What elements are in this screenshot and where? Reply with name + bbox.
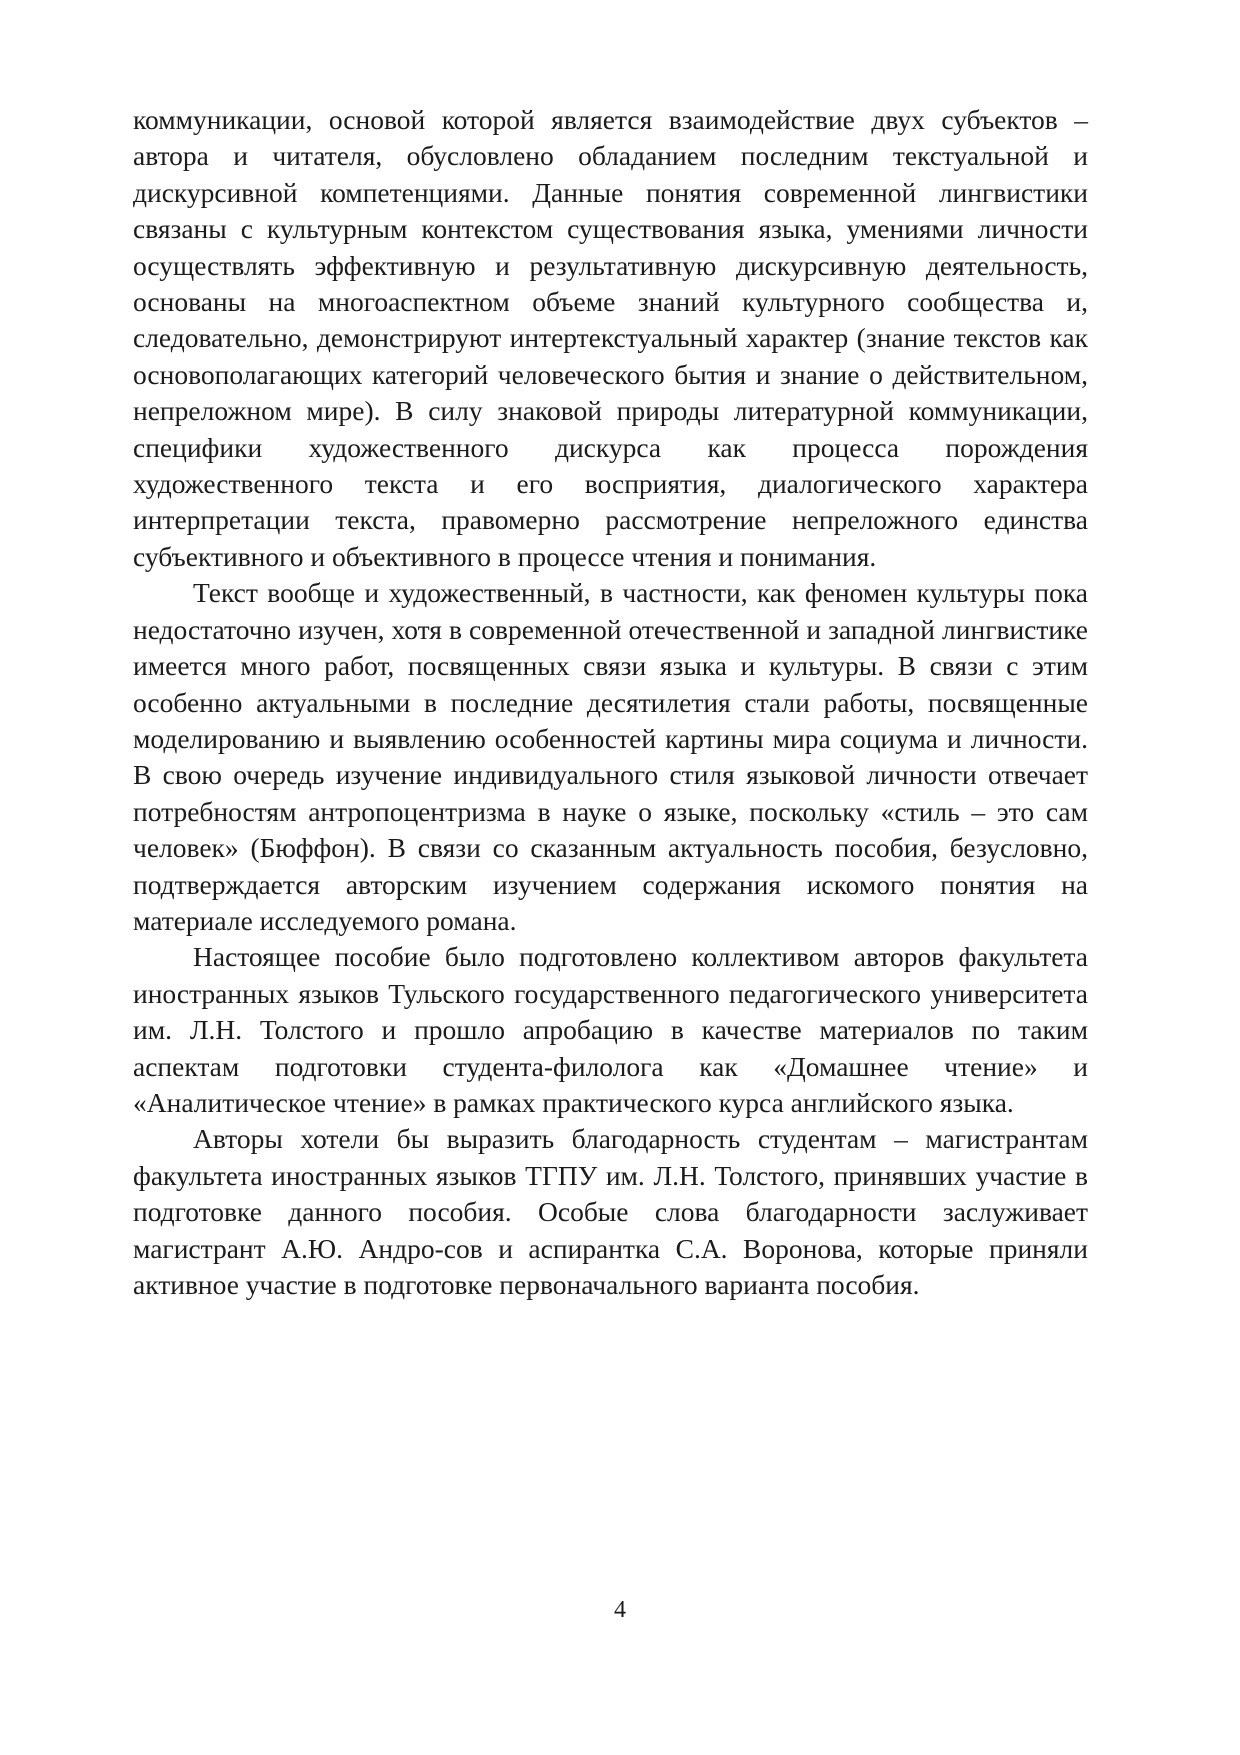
page-number: 4 (614, 1597, 626, 1623)
paragraph-text-culture: Текст вообще и художественный, в частности, как феномен культуры пока недостаточно изучен, хотя в современной отечественной и западной лингвистике имеется много работ, посвященных связи языка и культуры. В связи с этим особенно актуальными в последние десятилетия стали работы, посвященные моделированию и выявлению особенностей картины мира социума и личности. В свою очередь изучение индивидуального стиля языковой личности отвечает потребностям антропоцентризма в науке о языке, поскольку «стиль – это сам человек» (Бюффон). В связи со сказанным актуальность пособия, безусловно, подтверждается авторским изучением содержания искомого понятия на материале исследуемого романа. (133, 577, 1088, 936)
paragraph-acknowledgements: Авторы хотели бы выразить благодарность студентам – магистрантам факультета иностранных языков ТГПУ им. Л.Н. Толстого, принявших участие в подготовке данного пособия. Особые слова благодарности заслуживает магистрант А.Ю. Андро-сов и аспирантка С.А. Воронова, которые приняли активное участие в подготовке первоначального варианта пособия. (133, 1123, 1088, 1300)
paragraph-approbation: Настоящее пособие было подготовлено коллективом авторов факультета иностранных языков Тульского государственного педагогического университета им. Л.Н. Толстого и прошло апробацию в качестве материалов по таким аспектам подготовки студента-филолога как «Домашнее чтение» и «Аналитическое чтение» в рамках практического курса английского языка. (133, 941, 1088, 1118)
paragraph-continuation: коммуникации, основой которой является взаимодействие двух субъектов – автора и читателя, обусловлено обладанием последним текстуальной и дискурсивной компетенциями. Данные понятия современной лингвистики связаны с культурным контекстом существования языка, умениями личности осуществлять эффективную и результативную дискурсивную деятельность, основаны на многоаспектном объеме знаний культурного сообщества и, следовательно, демонстрируют интертекстуальный характер (знание текстов как основополагающих категорий человеческого бытия и знание о действительном, непреложном мире). В силу знаковой природы литературной коммуникации, специфики художественного дискурса как процесса порождения художественного текста и его восприятия, диалогического характера интерпретации текста, правомерно рассмотрение непреложного единства субъективного и объективного в процессе чтения и понимания. (133, 104, 1088, 572)
body-text (133, 102, 1088, 1303)
